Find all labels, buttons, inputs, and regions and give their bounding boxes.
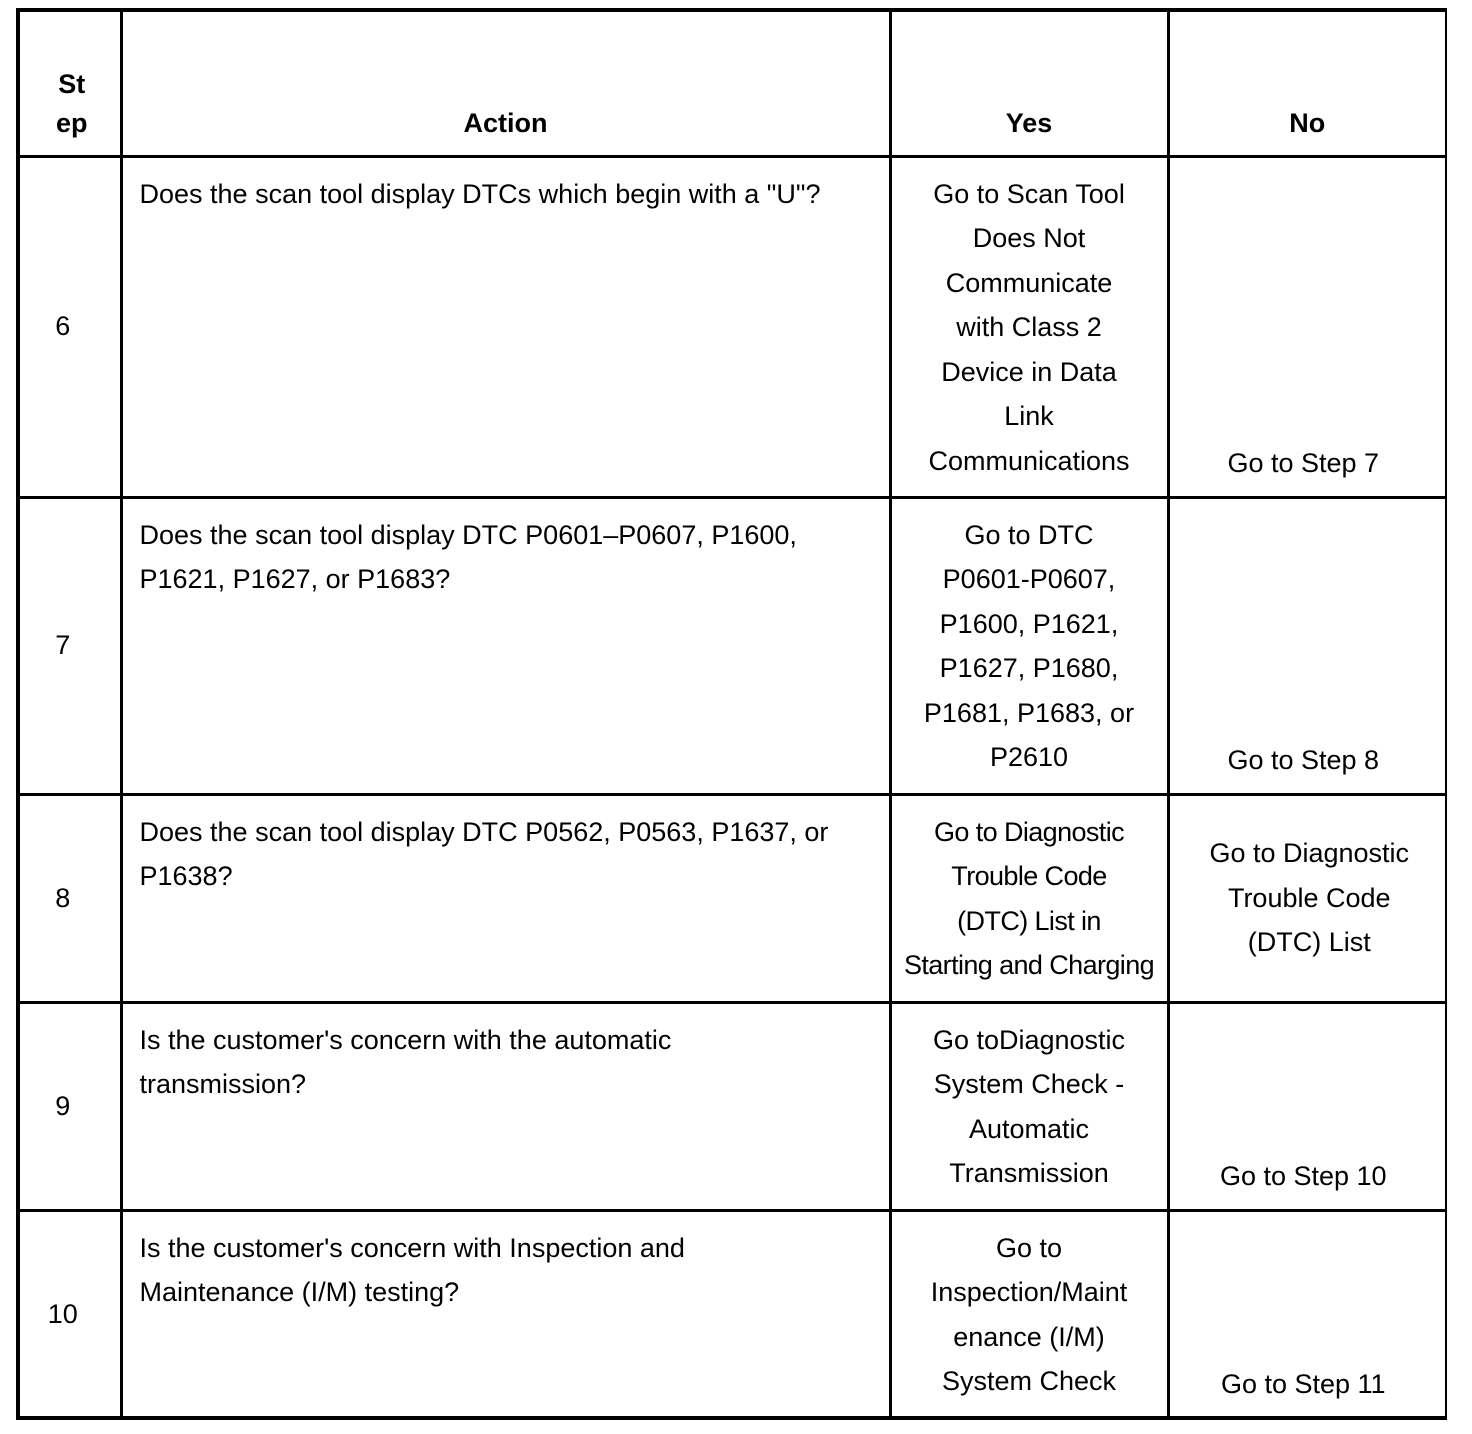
- step-number: 8: [18, 794, 121, 1002]
- step-number: 9: [18, 1002, 121, 1210]
- yes-result: Go to DTC P0601-P0607, P1600, P1621, P1627, P1680, P1681, P1683, or P2610: [890, 497, 1168, 794]
- no-result: Go to Diagnostic Trouble Code (DTC) List: [1168, 794, 1446, 1002]
- table-row: [18, 1002, 1446, 1210]
- yes-result: Go to Inspection/Maint enance (I/M) System Check: [890, 1210, 1168, 1418]
- table-row: [18, 156, 1446, 497]
- diagnostic-steps-table: [16, 8, 1447, 1420]
- table-row: [18, 1210, 1446, 1418]
- no-result: Go to Step 11: [1168, 1210, 1446, 1418]
- action-text: Is the customer's concern with the automatic transmission?: [121, 1002, 890, 1210]
- table-row: [18, 794, 1446, 1002]
- no-result: Go to Step 7: [1168, 156, 1446, 497]
- step-number: 7: [18, 497, 121, 794]
- action-text: Is the customer's concern with Inspection and Maintenance (I/M) testing?: [121, 1210, 890, 1418]
- table-row: [18, 497, 1446, 794]
- step-number: 10: [18, 1210, 121, 1418]
- yes-result: Go to Scan Tool Does Not Communicate with Class 2 Device in Data Link Communications: [890, 156, 1168, 497]
- action-column-header: Action: [121, 10, 890, 156]
- step-column-header: St ep: [18, 10, 121, 156]
- no-result: Go to Step 10: [1168, 1002, 1446, 1210]
- yes-result: Go toDiagnostic System Check - Automatic Transmission: [890, 1002, 1168, 1210]
- yes-column-header: Yes: [890, 10, 1168, 156]
- action-text: Does the scan tool display DTC P0562, P0563, P1637, or P1638?: [121, 794, 890, 1002]
- action-text: Does the scan tool display DTC P0601–P0607, P1600, P1621, P1627, or P1683?: [121, 497, 890, 794]
- no-column-header: No: [1168, 10, 1446, 156]
- no-result: Go to Step 8: [1168, 497, 1446, 794]
- action-text: Does the scan tool display DTCs which begin with a "U"?: [121, 156, 890, 497]
- yes-result: Go to Diagnostic Trouble Code (DTC) List in Starting and Charging: [890, 794, 1168, 1002]
- table-header-row: [18, 10, 1446, 156]
- step-number: 6: [18, 156, 121, 497]
